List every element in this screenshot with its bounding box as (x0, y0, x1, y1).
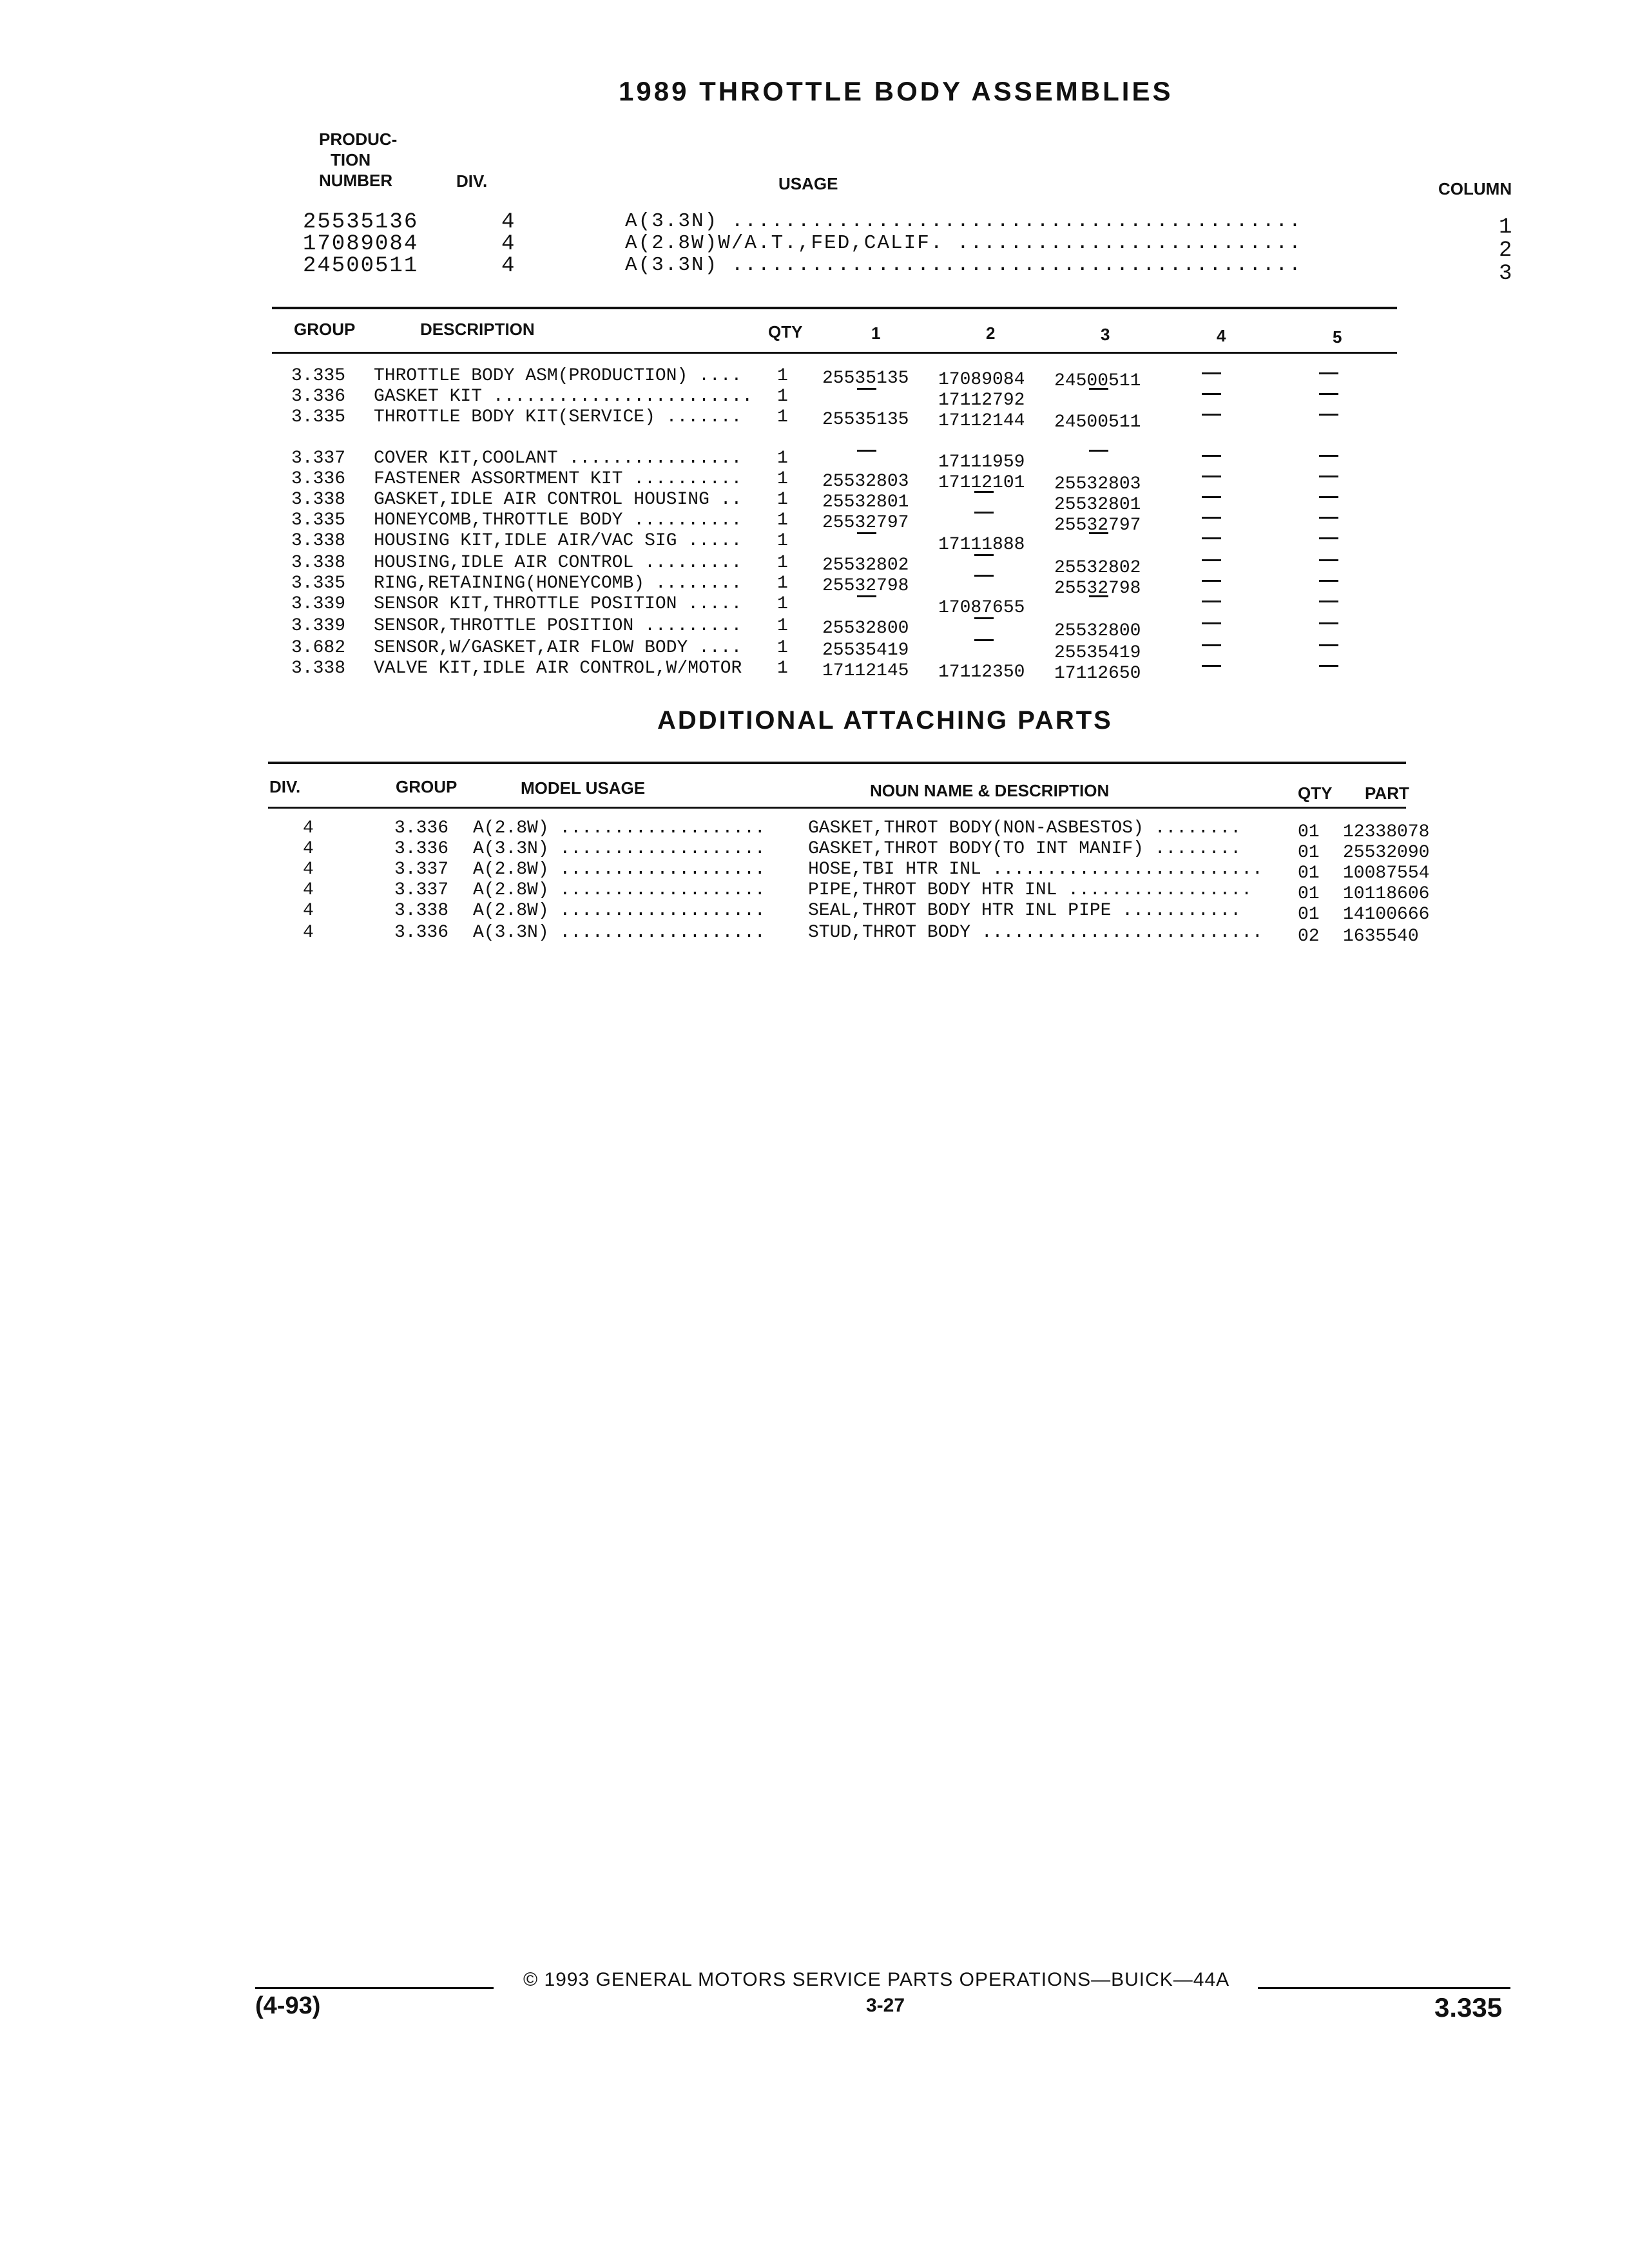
additional-part-header: PART (1365, 783, 1409, 803)
additional-group: 3.336 (394, 923, 449, 943)
parts-column-2-value (974, 571, 975, 572)
parts-group: 3.682 (291, 638, 346, 658)
footer-date-code: (4-93) (255, 1992, 321, 2019)
parts-column-5-value (1319, 635, 1320, 636)
parts-column-3-value: 25535419 (1054, 643, 1141, 663)
parts-column-2-value (974, 635, 975, 636)
parts-empty-dash-column-3 (1089, 388, 1108, 390)
parts-empty-dash-column-4 (1202, 517, 1221, 519)
additional-group: 3.337 (394, 860, 449, 879)
additional-div: 4 (303, 901, 314, 921)
parts-column-5-value (1319, 363, 1320, 364)
additional-noun: STUD,THROT BODY .......................... (808, 923, 1263, 943)
parts-description: HONEYCOMB,THROTTLE BODY .......... (374, 510, 742, 530)
additional-div: 4 (303, 923, 314, 943)
parts-column-5-value (1319, 487, 1320, 488)
parts-empty-dash-column-4 (1202, 455, 1221, 457)
parts-empty-dash-column-3 (1089, 595, 1108, 597)
additional-noun: GASKET,THROT BODY(TO INT MANIF) ........ (808, 839, 1242, 859)
parts-qty: 1 (777, 531, 788, 551)
parts-empty-dash-column-2 (974, 512, 994, 514)
parts-empty-dash-column-1 (857, 532, 876, 534)
parts-group: 3.335 (291, 407, 346, 427)
footer-left-rule (255, 1987, 494, 1989)
additional-noun: HOSE,TBI HTR INL ......................... (808, 860, 1263, 879)
production-header-line-3: NUMBER (319, 171, 393, 190)
additional-group: 3.336 (394, 818, 449, 838)
parts-column-2-value (974, 487, 975, 488)
parts-qty: 1 (777, 469, 788, 489)
parts-empty-dash-column-4 (1202, 372, 1221, 374)
parts-column-3-value (1089, 446, 1090, 447)
parts-column-4-header: 4 (1217, 326, 1226, 345)
parts-column-5-value (1319, 571, 1320, 572)
production-div: 4 (501, 210, 516, 235)
production-number: 24500511 (303, 254, 419, 278)
parts-column-2-value: 17112792 (938, 390, 1025, 410)
parts-column-1-value: 25535135 (822, 369, 909, 389)
additional-part: 25532090 (1343, 843, 1430, 863)
parts-empty-dash-column-4 (1202, 537, 1221, 539)
parts-empty-dash-column-4 (1202, 644, 1221, 646)
parts-column-3-value: 25532802 (1054, 558, 1141, 578)
parts-description: SENSOR,W/GASKET,AIR FLOW BODY .... (374, 638, 742, 658)
production-usage: A(3.3N) ........................................... (625, 254, 1302, 276)
production-number: 17089084 (303, 232, 419, 256)
additional-table-header-rule (268, 807, 1406, 809)
parts-description: RING,RETAINING(HONEYCOMB) ........ (374, 573, 742, 593)
additional-group: 3.337 (394, 880, 449, 900)
parts-table-top-rule (272, 307, 1397, 309)
parts-empty-dash-column-5 (1319, 414, 1338, 416)
parts-description: GASKET KIT ........................ (374, 387, 753, 407)
production-column: 1 (1499, 215, 1514, 240)
parts-description-header: DESCRIPTION (420, 320, 535, 339)
additional-usage: A(2.8W) ................... (473, 901, 766, 921)
additional-group: 3.338 (394, 901, 449, 921)
parts-empty-dash-column-4 (1202, 580, 1221, 582)
parts-empty-dash-column-5 (1319, 537, 1338, 539)
footer-section-number: 3.335 (1434, 1992, 1503, 2023)
parts-description: SENSOR KIT,THROTTLE POSITION ..... (374, 594, 742, 614)
parts-group: 3.339 (291, 594, 346, 614)
additional-div: 4 (303, 880, 314, 900)
parts-empty-dash-column-4 (1202, 496, 1221, 498)
production-usage: A(2.8W)W/A.T.,FED,CALIF. .......................... (625, 232, 1302, 255)
parts-qty: 1 (777, 658, 788, 678)
parts-qty: 1 (777, 594, 788, 614)
parts-qty: 1 (777, 407, 788, 427)
additional-part: 10087554 (1343, 863, 1430, 883)
parts-column-1-value (857, 591, 858, 592)
production-div-header: DIV. (456, 171, 488, 191)
parts-column-5-value (1319, 384, 1320, 385)
additional-qty: 01 (1298, 905, 1320, 925)
production-column-header: COLUMN (1438, 179, 1512, 198)
parts-column-5-value (1319, 591, 1320, 592)
parts-empty-dash-column-1 (857, 595, 876, 597)
parts-column-2-value: 17112101 (938, 473, 1025, 493)
footer-page-number: 3-27 (866, 1995, 905, 2016)
parts-group: 3.336 (291, 469, 346, 489)
parts-empty-dash-column-5 (1319, 580, 1338, 582)
parts-group-header: GROUP (294, 320, 356, 339)
additional-usage: A(2.8W) ................... (473, 818, 766, 838)
additional-noun: GASKET,THROT BODY(NON-ASBESTOS) ........ (808, 818, 1242, 838)
parts-empty-dash-column-1 (857, 388, 876, 390)
parts-column-2-value (974, 613, 975, 614)
parts-column-1-value: 25532803 (822, 472, 909, 492)
additional-model-usage-header: MODEL USAGE (521, 778, 646, 798)
parts-column-3-value: 25532800 (1054, 621, 1141, 641)
parts-empty-dash-column-4 (1202, 393, 1221, 395)
parts-column-1-value (857, 446, 858, 447)
parts-group: 3.336 (291, 387, 346, 407)
additional-usage: A(3.3N) ................... (473, 839, 766, 859)
parts-column-2-value (974, 550, 975, 551)
parts-qty: 1 (777, 490, 788, 510)
parts-empty-dash-column-5 (1319, 559, 1338, 561)
parts-group: 3.339 (291, 616, 346, 636)
parts-empty-dash-column-2 (974, 491, 994, 493)
parts-empty-dash-column-5 (1319, 372, 1338, 374)
parts-empty-dash-column-5 (1319, 393, 1338, 395)
parts-column-3-value: 24500511 (1054, 412, 1141, 432)
parts-description: SENSOR,THROTTLE POSITION ......... (374, 616, 742, 636)
parts-column-3-value: 25532801 (1054, 495, 1141, 515)
parts-column-2-value: 17087655 (938, 598, 1025, 618)
parts-group: 3.338 (291, 658, 346, 678)
parts-column-5-value (1319, 446, 1320, 447)
production-div: 4 (501, 254, 516, 278)
parts-column-3-value (1089, 528, 1090, 529)
parts-empty-dash-column-5 (1319, 644, 1338, 646)
additional-div: 4 (303, 860, 314, 879)
parts-empty-dash-column-5 (1319, 476, 1338, 477)
parts-qty: 1 (777, 616, 788, 636)
additional-qty: 01 (1298, 884, 1320, 904)
parts-group: 3.338 (291, 531, 346, 551)
parts-column-5-header: 5 (1333, 327, 1342, 347)
parts-column-3-value (1089, 591, 1090, 592)
footer-right-rule (1258, 1987, 1510, 1989)
parts-qty: 1 (777, 573, 788, 593)
additional-noun-header: NOUN NAME & DESCRIPTION (870, 781, 1110, 800)
additional-part: 14100666 (1343, 905, 1430, 925)
parts-column-5-value (1319, 550, 1320, 551)
parts-empty-dash-column-3 (1089, 450, 1108, 452)
parts-empty-dash-column-3 (1089, 532, 1108, 534)
parts-empty-dash-column-5 (1319, 622, 1338, 624)
parts-column-1-value (857, 528, 858, 529)
parts-empty-dash-column-2 (974, 575, 994, 577)
parts-description: THROTTLE BODY KIT(SERVICE) ....... (374, 407, 742, 427)
parts-group: 3.335 (291, 510, 346, 530)
parts-column-1-value: 25532797 (822, 513, 909, 533)
parts-empty-dash-column-2 (974, 617, 994, 619)
parts-description: COVER KIT,COOLANT ................ (374, 448, 742, 468)
parts-empty-dash-column-5 (1319, 455, 1338, 457)
parts-empty-dash-column-4 (1202, 476, 1221, 477)
additional-qty: 01 (1298, 822, 1320, 842)
parts-group: 3.335 (291, 573, 346, 593)
parts-column-3-value: 25532798 (1054, 579, 1141, 599)
parts-description: FASTENER ASSORTMENT KIT .......... (374, 469, 742, 489)
parts-column-1-value: 17112145 (822, 661, 909, 681)
parts-empty-dash-column-5 (1319, 601, 1338, 602)
parts-column-2-value: 17089084 (938, 370, 1025, 390)
additional-usage: A(2.8W) ................... (473, 880, 766, 900)
parts-column-1-value: 25532798 (822, 576, 909, 596)
parts-qty: 1 (777, 448, 788, 468)
parts-column-3-value: 24500511 (1054, 371, 1141, 391)
parts-empty-dash-column-5 (1319, 665, 1338, 667)
parts-group: 3.335 (291, 366, 346, 386)
parts-column-5-value (1319, 613, 1320, 614)
parts-column-1-value: 25532802 (822, 555, 909, 575)
parts-column-2-value: 17112350 (938, 662, 1025, 682)
parts-qty: 1 (777, 553, 788, 573)
production-usage: A(3.3N) ........................................... (625, 210, 1302, 233)
additional-div: 4 (303, 839, 314, 859)
parts-column-2-value: 17111888 (938, 535, 1025, 555)
parts-empty-dash-column-2 (974, 639, 994, 641)
parts-qty: 1 (777, 510, 788, 530)
additional-parts-title: ADDITIONAL ATTACHING PARTS (657, 706, 1113, 735)
parts-column-3-value (1089, 384, 1090, 385)
parts-column-3-value: 25532797 (1054, 515, 1141, 535)
parts-empty-dash-column-1 (857, 450, 876, 452)
parts-column-5-value (1319, 528, 1320, 529)
production-div: 4 (501, 232, 516, 256)
parts-column-1-header: 1 (871, 323, 881, 343)
additional-qty: 01 (1298, 843, 1320, 863)
parts-empty-dash-column-4 (1202, 414, 1221, 416)
additional-noun: SEAL,THROT BODY HTR INL PIPE ........... (808, 901, 1242, 921)
additional-qty: 01 (1298, 863, 1320, 883)
parts-column-2-value: 17111959 (938, 452, 1025, 472)
production-number: 25535136 (303, 210, 419, 235)
parts-column-2-value: 17112144 (938, 411, 1025, 431)
production-header-line-1: PRODUC- (319, 130, 398, 149)
parts-column-3-header: 3 (1101, 325, 1110, 344)
additional-group: 3.336 (394, 839, 449, 859)
parts-column-2-header: 2 (986, 323, 996, 343)
additional-part: 12338078 (1343, 822, 1430, 842)
production-usage-header: USAGE (778, 174, 838, 193)
page-title: 1989 THROTTLE BODY ASSEMBLIES (619, 76, 1173, 106)
parts-qty-header: QTY (768, 322, 803, 341)
parts-empty-dash-column-4 (1202, 622, 1221, 624)
parts-description: HOUSING,IDLE AIR CONTROL ......... (374, 553, 742, 573)
additional-group-header: GROUP (396, 777, 458, 796)
parts-empty-dash-column-4 (1202, 665, 1221, 667)
parts-table-header-rule (272, 352, 1397, 354)
production-column: 2 (1499, 238, 1514, 263)
parts-group: 3.337 (291, 448, 346, 468)
parts-qty: 1 (777, 387, 788, 407)
parts-group: 3.338 (291, 553, 346, 573)
additional-usage: A(3.3N) ................... (473, 923, 766, 943)
parts-description: GASKET,IDLE AIR CONTROL HOUSING .. (374, 490, 742, 510)
additional-part: 10118606 (1343, 884, 1430, 904)
additional-div: 4 (303, 818, 314, 838)
parts-empty-dash-column-2 (974, 554, 994, 556)
parts-column-5-value (1319, 656, 1320, 657)
footer-copyright: © 1993 GENERAL MOTORS SERVICE PARTS OPERATIONS—BUICK—44A (523, 1969, 1230, 1990)
parts-empty-dash-column-4 (1202, 601, 1221, 602)
parts-column-1-value: 25532801 (822, 492, 909, 512)
parts-empty-dash-column-4 (1202, 559, 1221, 561)
additional-noun: PIPE,THROT BODY HTR INL ................. (808, 880, 1252, 900)
additional-div-header: DIV. (269, 777, 301, 796)
additional-part: 1635540 (1343, 927, 1419, 947)
parts-column-5-value (1319, 466, 1320, 467)
production-number-header (319, 129, 397, 191)
parts-qty: 1 (777, 638, 788, 658)
parts-group: 3.338 (291, 490, 346, 510)
parts-empty-dash-column-5 (1319, 517, 1338, 519)
parts-column-1-value (857, 384, 858, 385)
parts-description: HOUSING KIT,IDLE AIR/VAC SIG ..... (374, 531, 742, 551)
parts-column-1-value: 25535419 (822, 640, 909, 660)
additional-table-top-rule (268, 762, 1406, 764)
parts-column-1-value: 25535135 (822, 410, 909, 430)
parts-column-1-value: 25532800 (822, 619, 909, 639)
parts-description: THROTTLE BODY ASM(PRODUCTION) .... (374, 366, 742, 386)
parts-column-3-value: 17112650 (1054, 664, 1141, 684)
parts-description: VALVE KIT,IDLE AIR CONTROL,W/MOTOR (374, 658, 742, 678)
additional-qty-header: QTY (1298, 783, 1333, 803)
production-header-line-2: TION (331, 150, 371, 169)
parts-empty-dash-column-5 (1319, 496, 1338, 498)
parts-qty: 1 (777, 366, 788, 386)
additional-usage: A(2.8W) ................... (473, 860, 766, 879)
production-column: 3 (1499, 262, 1514, 286)
additional-qty: 02 (1298, 927, 1320, 947)
parts-column-3-value: 25532803 (1054, 474, 1141, 494)
